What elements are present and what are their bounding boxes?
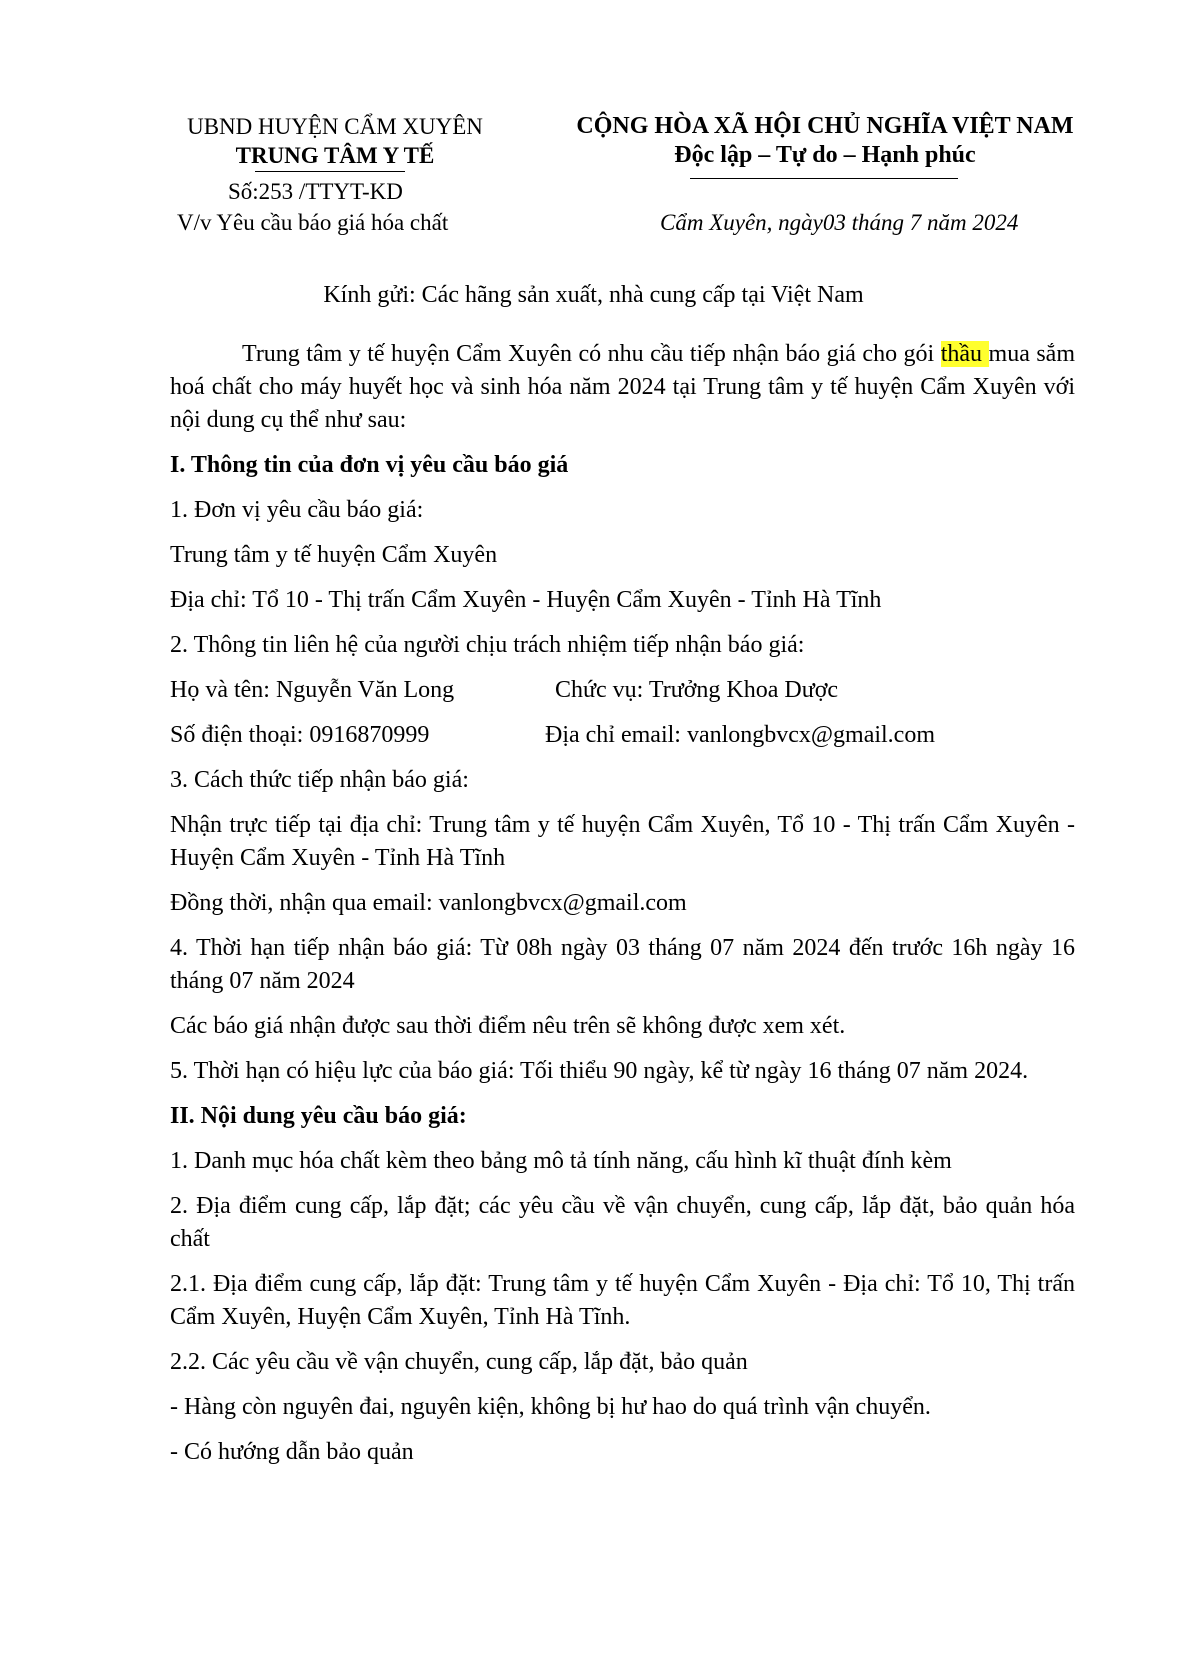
section2-bullet1: - Hàng còn nguyên đai, nguyên kiện, không bị hư hao do quá trình vận chuyển. (170, 1394, 931, 1420)
doc-date: Cẩm Xuyên, ngày03 tháng 7 năm 2024 (660, 210, 1019, 235)
section1-title: I. Thông tin của đơn vị yêu cầu báo giá (170, 452, 569, 478)
section1-item3-direct: Nhận trực tiếp tại địa chỉ: Trung tâm y tế huyện Cẩm Xuyên, Tổ 10 - Thị trấn Cẩm Xuyên - Huyện Cẩm Xuyên - Tỉnh Hà Tĩnh (170, 812, 1075, 871)
section2-item2-2: 2.2. Các yêu cầu về vận chuyển, cung cấp, lắp đặt, bảo quản (170, 1349, 748, 1375)
contact-position: Chức vụ: Trưởng Khoa Dược (555, 677, 839, 703)
contact-phone: Số điện thoại: 0916870999 (170, 722, 430, 748)
nation-header (535, 112, 1115, 170)
intro-part2: mua sắm hoá chất cho máy huyết học và sinh hóa năm 2024 tại Trung tâm y tế huyện Cẩm Xuyên với nội dung cụ thể như sau: (170, 341, 1075, 433)
intro-paragraph (170, 338, 1075, 437)
highlighted-word: thầu (940, 341, 989, 367)
contact-name: Họ và tên: Nguyễn Văn Long (170, 677, 455, 703)
section1-item3-label: 3. Cách thức tiếp nhận báo giá: (170, 767, 469, 793)
motto-underline (690, 178, 958, 179)
agency-header (150, 112, 520, 170)
section2-item2-1: 2.1. Địa điểm cung cấp, lắp đặt: Trung tâm y tế huyện Cẩm Xuyên - Địa chỉ: Tổ 10, Thị trấn Cẩm Xuyên, Huyện Cẩm Xuyên, Tỉnh Hà Tĩnh. (170, 1271, 1075, 1330)
contact-email: Địa chỉ email: vanlongbvcx@gmail.com (545, 722, 935, 748)
section2-item1: 1. Danh mục hóa chất kèm theo bảng mô tả tính năng, cấu hình kĩ thuật đính kèm (170, 1148, 952, 1174)
section1-item4: 4. Thời hạn tiếp nhận báo giá: Từ 08h ngày 03 tháng 07 năm 2024 đến trước 16h ngày 16 tháng 07 năm 2024 (170, 935, 1075, 994)
section1-item1-label: 1. Đơn vị yêu cầu báo giá: (170, 497, 424, 523)
nation-line1: CỘNG HÒA XÃ HỘI CHỦ NGHĨA VIỆT NAM (576, 113, 1074, 139)
intro-part1: Trung tâm y tế huyện Cẩm Xuyên có nhu cầu tiếp nhận báo giá cho gói (242, 341, 941, 367)
section1-item1-name: Trung tâm y tế huyện Cẩm Xuyên (170, 542, 498, 568)
section2-bullet2: - Có hướng dẫn bảo quản (170, 1439, 414, 1465)
agency-line1: UBND HUYỆN CẨM XUYÊN (187, 114, 483, 139)
section1-item5: 5. Thời hạn có hiệu lực của báo giá: Tối thiểu 90 ngày, kể từ ngày 16 tháng 07 năm 2024. (170, 1058, 1029, 1084)
nation-line2: Độc lập – Tự do – Hạnh phúc (674, 142, 976, 168)
section1-item1-address: Địa chỉ: Tổ 10 - Thị trấn Cẩm Xuyên - Huyện Cẩm Xuyên - Tỉnh Hà Tĩnh (170, 587, 882, 613)
contact-row-1 (170, 674, 1075, 707)
section1-item4-note: Các báo giá nhận được sau thời điểm nêu trên sẽ không được xem xét. (170, 1013, 846, 1039)
section2-item2: 2. Địa điểm cung cấp, lắp đặt; các yêu cầu về vận chuyển, cung cấp, lắp đặt, bảo quản hóa chất (170, 1193, 1075, 1252)
section2-title: II. Nội dung yêu cầu báo giá: (170, 1103, 467, 1129)
contact-row-2 (170, 719, 1075, 752)
agency-line2: TRUNG TÂM Y TẾ (235, 143, 435, 168)
section1-item2-label: 2. Thông tin liên hệ của người chịu trách nhiệm tiếp nhận báo giá: (170, 632, 805, 658)
document-body (170, 338, 1075, 1469)
section1-item3-email: Đồng thời, nhận qua email: vanlongbvcx@gmail.com (170, 890, 687, 916)
doc-number: Số:253 /TTYT-KD (228, 179, 403, 204)
recipient-line: Kính gửi: Các hãng sản xuất, nhà cung cấp tại Việt Nam (323, 282, 864, 308)
agency-underline (255, 171, 405, 172)
doc-subject: V/v Yêu cầu báo giá hóa chất (177, 210, 449, 235)
